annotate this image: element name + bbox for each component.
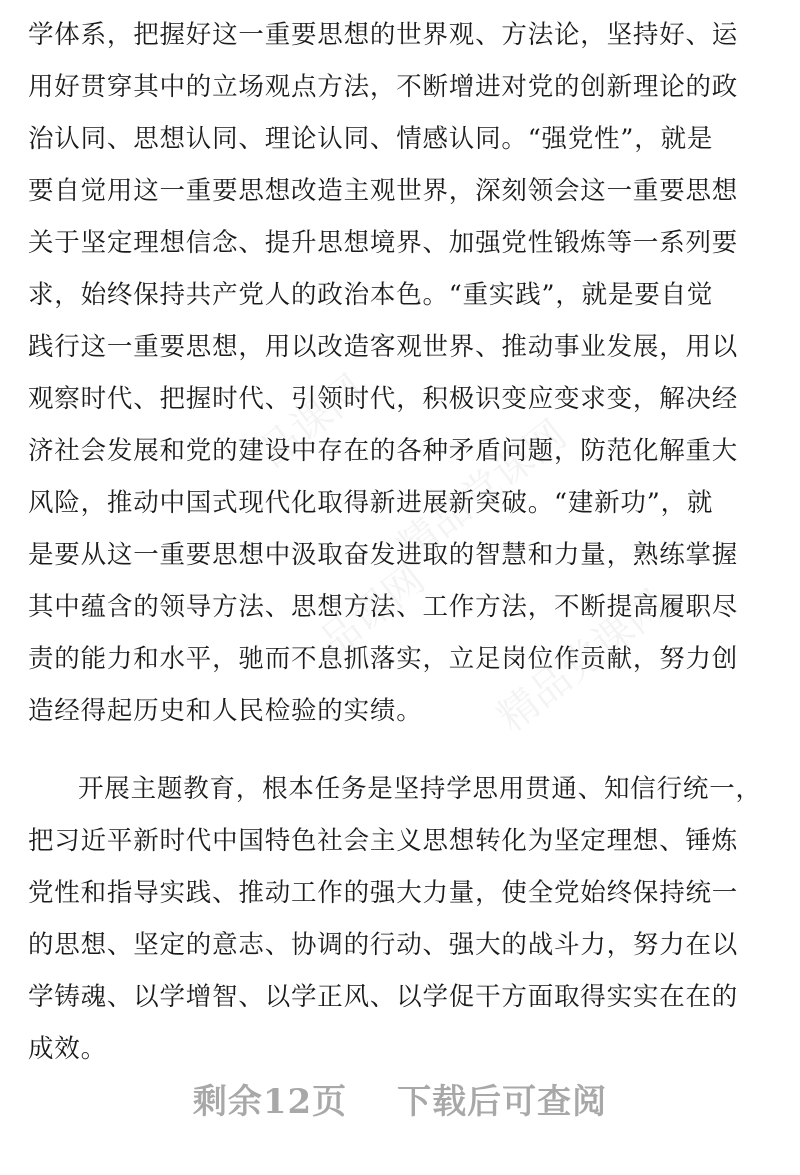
text-line: 造经得起历史和人民检验的实绩。 — [28, 696, 423, 726]
watermark-text: 精品党课网 — [489, 581, 676, 741]
download-hint-label: 下载后可查阅 — [397, 1082, 608, 1122]
download-prompt[interactable] — [0, 1074, 800, 1123]
text-line: 观察时代、把握时代、引领时代，积极识变应变求变，解决经 — [28, 384, 739, 414]
text-line: 风险，推动中国式现代化取得新进展新突破。“建新功”，就 — [28, 488, 714, 518]
text-line: 学铸魂、以学增智、以学正风、以学促干方面取得实实在在的 — [28, 982, 739, 1012]
paragraph-2 — [28, 763, 776, 1075]
body-text — [28, 9, 776, 1075]
text-line: 用好贯穿其中的立场观点方法，不断增进对党的创新理论的政 — [28, 72, 739, 102]
text-line: 关于坚定理想信念、提升思想境界、加强党性锻炼等一系列要 — [28, 228, 739, 258]
text-line: 责的能力和水平，驰而不息抓落实，立足岗位作贡献，努力创 — [28, 644, 739, 674]
text-line: 把习近平新时代中国特色社会主义思想转化为坚定理想、锤炼 — [28, 826, 739, 856]
watermark-text: 精品党课网 — [389, 411, 576, 571]
text-line: 的思想、坚定的意志、协调的行动、强大的战斗力，努力在以 — [28, 930, 739, 960]
text-line: 开展主题教育，根本任务是坚持学思用贯通、知信行统一， — [78, 774, 762, 804]
text-line: 党性和指导实践、推动工作的强大力量，使全党始终保持统一 — [28, 878, 739, 908]
text-line: 济社会发展和党的建设中存在的各种矛盾问题，防范化解重大 — [28, 436, 739, 466]
text-line: 求，始终保持共产党人的政治本色。“重实践”，就是要自觉 — [28, 280, 714, 310]
text-line: 治认同、思想认同、理论认同、情感认同。“强党性”，就是 — [28, 124, 714, 154]
text-line: 成效。 — [28, 1034, 107, 1064]
text-line: 要自觉用这一重要思想改造主观世界，深刻领会这一重要思想 — [28, 176, 739, 206]
text-line: 其中蕴含的领导方法、思想方法、工作方法，不断提高履职尽 — [28, 592, 739, 622]
paragraph-gap — [28, 737, 776, 763]
text-line: 践行这一重要思想，用以改造客观世界、推动事业发展，用以 — [28, 332, 739, 362]
text-line: 是要从这一重要思想中汲取奋发进取的智慧和力量，熟练掌握 — [28, 540, 739, 570]
remaining-pages-label: 剩余12页 — [192, 1082, 348, 1122]
watermark-text: 品课网 — [310, 556, 434, 667]
watermark-text: 品课网 — [250, 366, 374, 477]
text-line: 学体系，把握好这一重要思想的世界观、方法论，坚持好、运 — [28, 20, 739, 50]
paragraph-1 — [28, 9, 776, 737]
